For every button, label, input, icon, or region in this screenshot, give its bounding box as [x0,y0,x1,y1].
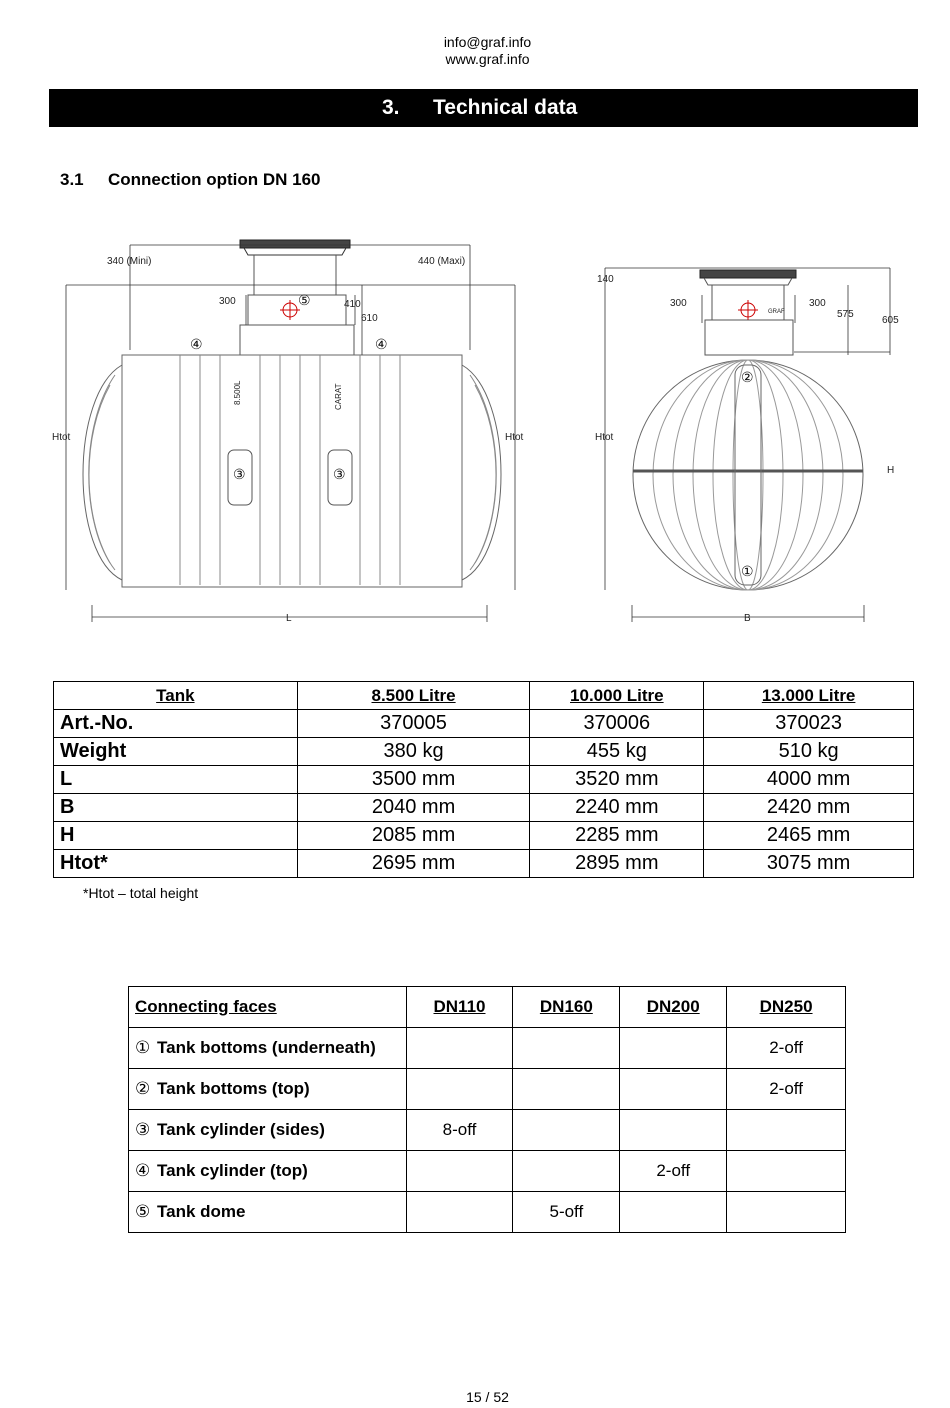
cell: 3500 mm [297,766,530,794]
page-number: 15 / 52 [466,1389,509,1405]
tank-model-mark: 8.500L [233,380,242,405]
cell: 2085 mm [297,822,530,850]
dim-label-140: 140 [597,274,614,285]
table-row [54,766,914,794]
dim-label-length: L [286,613,292,624]
cell [620,1110,727,1151]
marker-5: ⑤ [298,292,311,308]
dim-label-maxi: 440 (Maxi) [418,256,466,267]
cell: 8-off [406,1110,513,1151]
row-marker: ④ [135,1161,151,1180]
dim-label-300-left: 300 [670,298,687,309]
tank-technical-drawing [0,225,950,635]
table-row [54,850,914,878]
cell [513,1151,620,1192]
cell: 2420 mm [704,794,914,822]
dim-label-width: B [744,613,751,624]
dim-label-300-right: 300 [809,298,826,309]
row-marker: ① [135,1038,151,1057]
cell [406,1192,513,1233]
subsection-title: Connection option DN 160 [108,170,321,189]
cell: 2-off [727,1028,846,1069]
cell: 5-off [513,1192,620,1233]
row-marker: ③ [135,1120,151,1139]
table-row [129,1110,846,1151]
row-label-text: Tank cylinder (top) [157,1161,308,1180]
cell [406,1028,513,1069]
row-label [129,1028,407,1069]
marker-3-right: ③ [333,466,346,482]
cell [406,1151,513,1192]
cell: 4000 mm [704,766,914,794]
row-label: B [54,794,298,822]
header-cell: DN110 [406,987,513,1028]
cell: 510 kg [704,738,914,766]
table-header-row [129,987,846,1028]
cell [727,1192,846,1233]
marker-4-left: ④ [190,336,203,352]
header-cell: Connecting faces [129,987,407,1028]
cell: 2895 mm [530,850,704,878]
cell: 380 kg [297,738,530,766]
tank-brand-badge: GRAF [768,309,785,315]
table-row [129,1151,846,1192]
header-cell: DN200 [620,987,727,1028]
row-label-text: Tank bottoms (top) [157,1079,310,1098]
table-footnote: *Htot – total height [83,885,199,901]
cell: 2240 mm [530,794,704,822]
table-row [54,822,914,850]
marker-1: ① [741,563,754,579]
header-cell: 8.500 Litre [297,682,530,710]
row-marker: ⑤ [135,1202,151,1221]
cell: 455 kg [530,738,704,766]
row-label [129,1151,407,1192]
header-cell: 13.000 Litre [704,682,914,710]
cell [513,1069,620,1110]
dim-label-300: 300 [219,296,236,307]
dim-label-610: 610 [361,313,378,324]
cell [620,1028,727,1069]
header-email: info@graf.info [443,34,532,50]
dim-label-mini: 340 (Mini) [107,256,152,267]
row-label-text: Tank cylinder (sides) [157,1120,325,1139]
cell [406,1069,513,1110]
marker-4-right: ④ [375,336,388,352]
dim-label-575: 575 [837,309,854,320]
tank-brand-mark: CARAT [334,383,343,410]
section-heading-bar [49,89,918,127]
header-cell: 10.000 Litre [530,682,704,710]
dim-label-h: H [887,465,895,476]
table-row [54,738,914,766]
row-label [129,1110,407,1151]
marker-3-left: ③ [233,466,246,482]
header-cell: DN250 [727,987,846,1028]
cell: 2040 mm [297,794,530,822]
subsection-heading [60,170,321,190]
header-contact [0,34,950,68]
row-label: Art.-No. [54,710,298,738]
cell: 2695 mm [297,850,530,878]
tank-specs-table [53,681,914,878]
cell [513,1028,620,1069]
dim-label-htot-left: Htot [52,432,71,443]
row-label-text: Tank dome [157,1202,246,1221]
header-cell: Tank [54,682,298,710]
side-view-drawing [66,240,515,622]
table-header-row [54,682,914,710]
dim-label-htot-right: Htot [505,432,524,443]
cell: 3075 mm [704,850,914,878]
row-label: Htot* [54,850,298,878]
dim-label-410: 410 [344,299,361,310]
table-row [54,710,914,738]
cell: 3520 mm [530,766,704,794]
dim-label-605: 605 [882,315,899,326]
cell [620,1069,727,1110]
cell [513,1110,620,1151]
cell [727,1110,846,1151]
row-marker: ② [135,1079,151,1098]
row-label: Weight [54,738,298,766]
cell: 370005 [297,710,530,738]
cell [727,1151,846,1192]
table-row [129,1028,846,1069]
dim-label-htot-front: Htot [595,432,614,443]
row-label [129,1192,407,1233]
row-label: L [54,766,298,794]
cell [620,1192,727,1233]
header-website: www.graf.info [445,51,530,67]
cell: 2465 mm [704,822,914,850]
cell: 370023 [704,710,914,738]
row-label [129,1069,407,1110]
header-cell: DN160 [513,987,620,1028]
cell: 2-off [620,1151,727,1192]
cell: 2285 mm [530,822,704,850]
section-number: 3. [382,96,400,119]
table-row [54,794,914,822]
table-row [129,1192,846,1233]
cell: 370006 [530,710,704,738]
table-row [129,1069,846,1110]
subsection-number: 3.1 [60,170,84,189]
connecting-faces-table [128,986,846,1233]
row-label: H [54,822,298,850]
cell: 2-off [727,1069,846,1110]
row-label-text: Tank bottoms (underneath) [157,1038,376,1057]
section-title: Technical data [433,96,578,119]
marker-2: ② [741,369,754,385]
